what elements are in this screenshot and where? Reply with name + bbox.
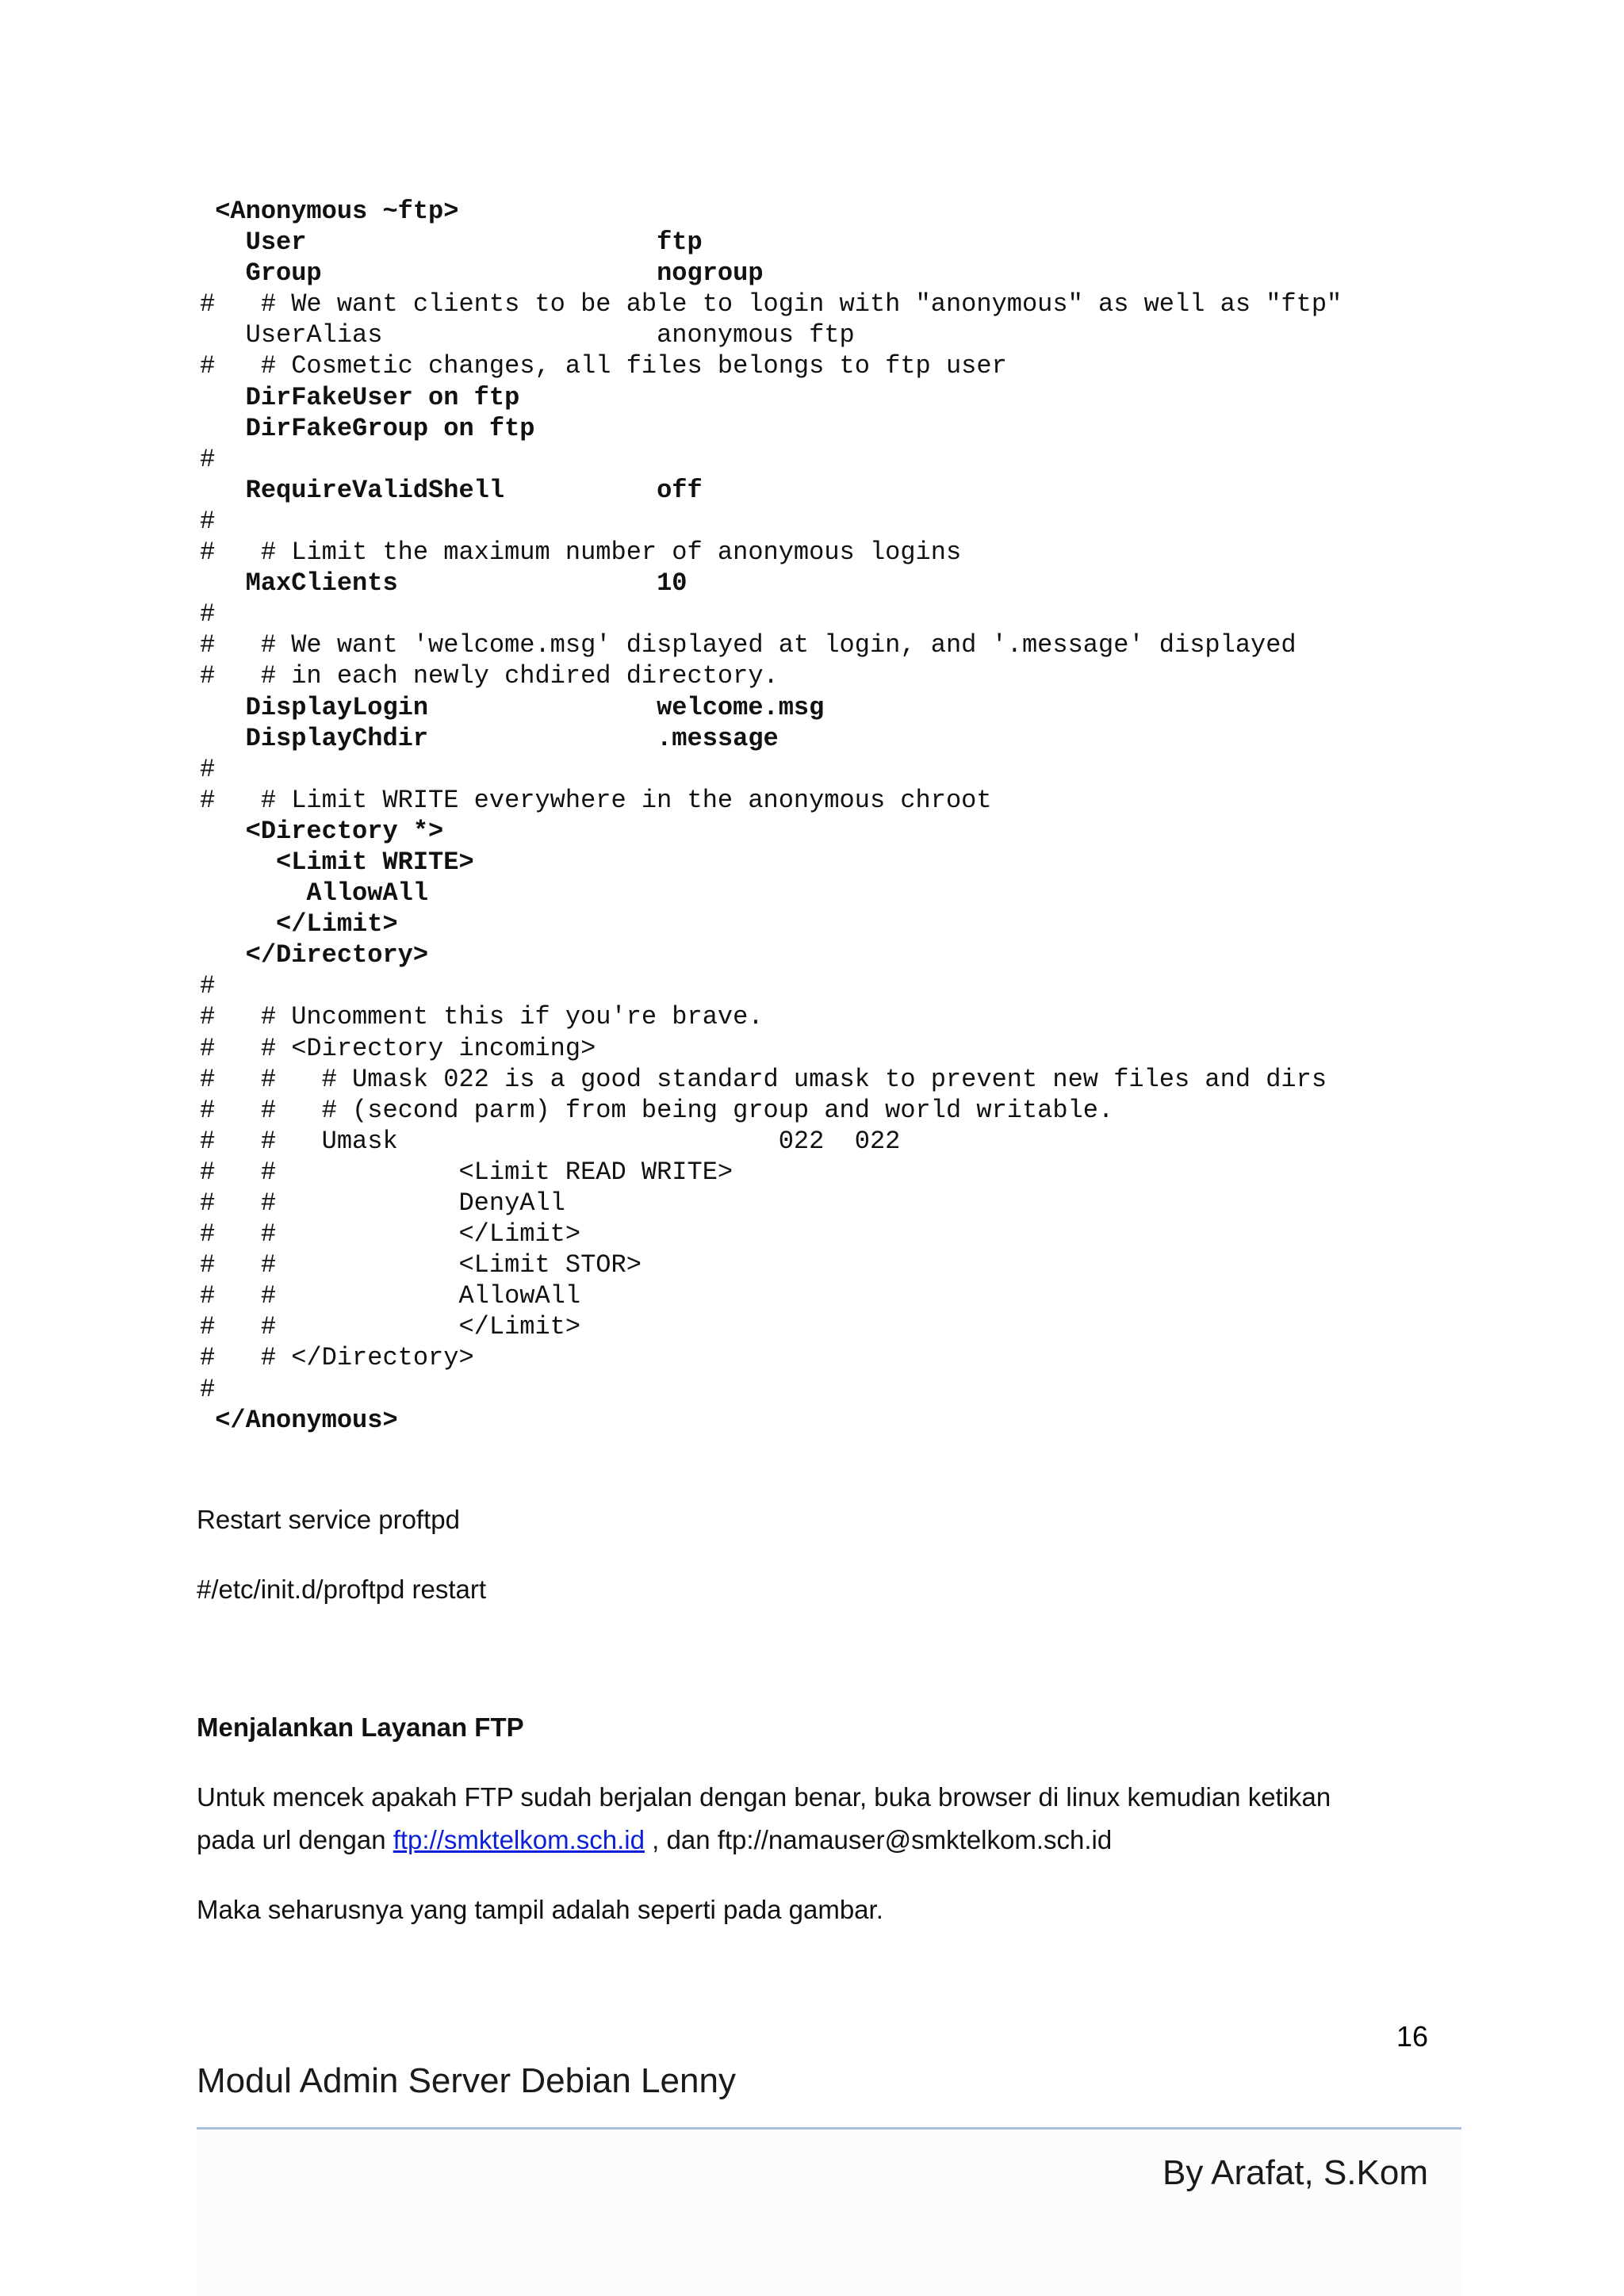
code-line: # # <Limit STOR> <box>200 1250 642 1280</box>
footer-title: Modul Admin Server Debian Lenny <box>197 2061 736 2100</box>
code-line: </Limit> <box>200 909 398 939</box>
code-line: # <box>200 506 216 536</box>
config-code-block <box>200 196 1342 1436</box>
restart-command: #/etc/init.d/proftpd restart <box>197 1575 487 1604</box>
code-line: # <box>200 971 216 1001</box>
code-line: # # Cosmetic changes, all files belongs to ftp user <box>200 351 1007 381</box>
code-line: # # <Limit READ WRITE> <box>200 1157 733 1187</box>
code-line: # # # Umask 022 is a good standard umask to prevent new files and dirs <box>200 1064 1327 1094</box>
code-line: DisplayLogin welcome.msg <box>200 692 825 722</box>
paragraph-line: Maka seharusnya yang tampil adalah seperti pada gambar. <box>197 1895 883 1924</box>
code-line: # # in each newly chdired directory. <box>200 661 779 691</box>
ftp-link[interactable]: ftp://smktelkom.sch.id <box>393 1825 645 1854</box>
paragraph-line: Untuk mencek apakah FTP sudah berjalan dengan benar, buka browser di linux kemudian ketikan <box>197 1782 1331 1812</box>
code-line: <Limit WRITE> <box>200 847 474 877</box>
code-line: # # </Directory> <box>200 1343 474 1373</box>
code-line: # # We want 'welcome.msg' displayed at login, and '.message' displayed <box>200 630 1297 660</box>
code-line: Group nogroup <box>200 258 764 289</box>
code-line: # <box>200 599 216 629</box>
code-line: # # # (second parm) from being group and world writable. <box>200 1095 1114 1125</box>
code-line: # <box>200 754 216 784</box>
code-line: # # <Directory incoming> <box>200 1033 596 1063</box>
code-line: DirFakeGroup on ftp <box>200 413 535 443</box>
code-line: DisplayChdir .message <box>200 723 779 753</box>
code-line: RequireValidShell off <box>200 475 703 505</box>
code-line: </Directory> <box>200 940 429 970</box>
paragraph-line <box>197 1825 1112 1855</box>
code-line: # # </Limit> <box>200 1312 581 1342</box>
code-line: # # DenyAll <box>200 1188 565 1218</box>
code-line: MaxClients 10 <box>200 568 688 599</box>
code-line: <Anonymous ~ftp> <box>200 197 459 226</box>
paragraph-text: , dan ftp://namauser@smktelkom.sch.id <box>644 1825 1113 1854</box>
code-line: UserAlias anonymous ftp <box>200 320 855 350</box>
code-line: # <box>200 444 216 474</box>
code-line: AllowAll <box>200 878 429 909</box>
code-line: <Directory *> <box>200 816 444 846</box>
code-line: # # </Limit> <box>200 1219 581 1249</box>
section-heading: Menjalankan Layanan FTP <box>197 1712 524 1742</box>
restart-label: Restart service proftpd <box>197 1505 460 1534</box>
page-number: 16 <box>1396 2020 1428 2053</box>
code-line: # # Limit the maximum number of anonymous logins <box>200 538 962 568</box>
code-line: # # Limit WRITE everywhere in the anonymous chroot <box>200 785 992 815</box>
code-line: # # AllowAll <box>200 1281 581 1311</box>
code-line: User ftp <box>200 228 703 258</box>
code-line: # # We want clients to be able to login with "anonymous" as well as "ftp" <box>200 289 1342 320</box>
code-line: # <box>200 1374 216 1404</box>
footer-author: By Arafat, S.Kom <box>1162 2153 1428 2192</box>
code-line: DirFakeUser on ftp <box>200 382 520 412</box>
code-line: # # Uncomment this if you're brave. <box>200 1002 764 1032</box>
code-line: </Anonymous> <box>200 1405 398 1435</box>
code-line: # # Umask 022 022 <box>200 1126 901 1156</box>
paragraph-text: pada url dengan <box>197 1825 393 1854</box>
